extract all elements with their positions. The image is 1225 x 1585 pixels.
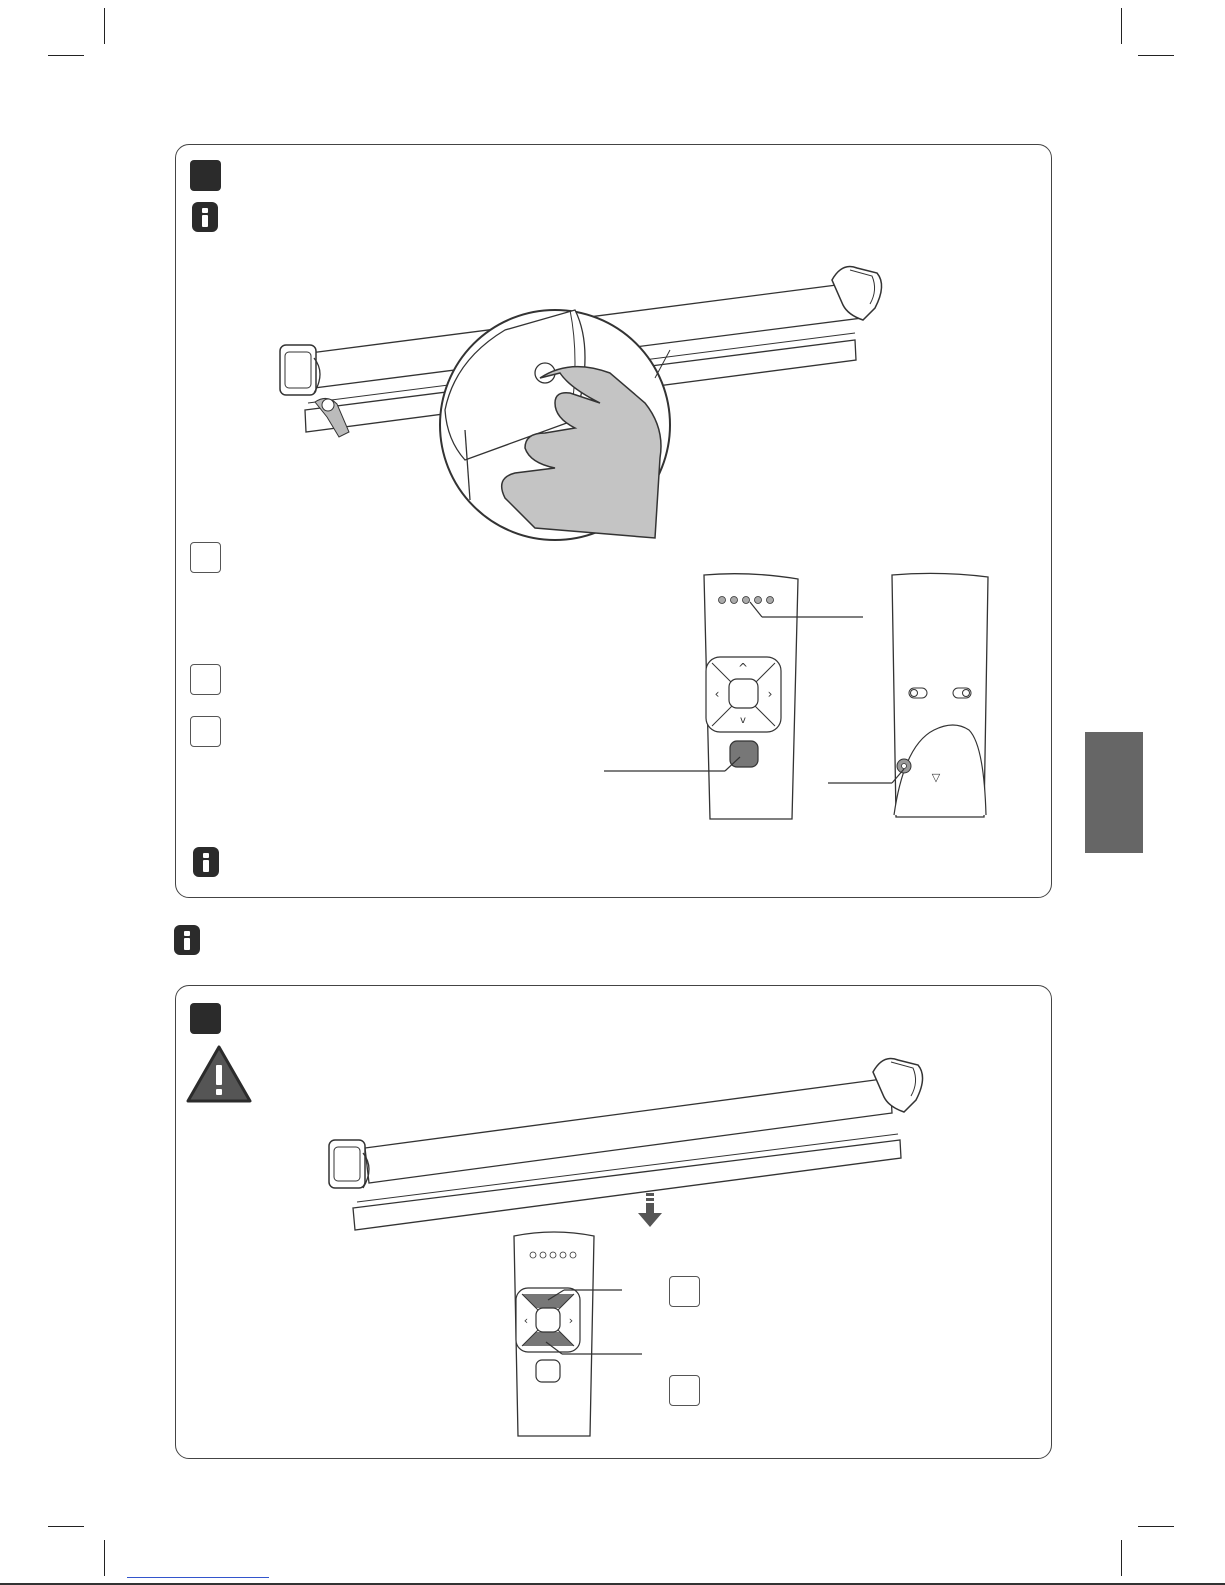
substep-checkbox-3 xyxy=(190,716,221,747)
page-bottom-rule xyxy=(0,1583,1225,1585)
svg-text:›: › xyxy=(767,687,773,701)
remote-control-back xyxy=(820,575,1010,825)
warning-triangle-icon xyxy=(186,1045,252,1103)
substep-checkbox-2 xyxy=(190,664,221,695)
crop-mark xyxy=(48,1526,84,1527)
substep-checkbox-1 xyxy=(669,1276,700,1307)
svg-text:‹: ‹ xyxy=(523,1314,529,1327)
svg-text:v: v xyxy=(740,715,746,726)
step-badge xyxy=(190,160,221,191)
crop-mark xyxy=(104,1540,105,1576)
chapter-side-tab xyxy=(1085,732,1143,853)
step-badge xyxy=(190,1003,221,1034)
roller-blind-with-zoom-hand xyxy=(270,260,890,530)
crop-mark xyxy=(104,8,105,44)
crop-mark xyxy=(1121,8,1122,44)
remote-control-front-2 xyxy=(510,1230,660,1440)
crop-mark xyxy=(1138,55,1174,56)
svg-text:▽: ▽ xyxy=(931,771,941,784)
substep-checkbox-1 xyxy=(190,542,221,573)
svg-text:^: ^ xyxy=(737,661,749,675)
remote-control-front xyxy=(600,575,820,825)
crop-mark xyxy=(1121,1540,1122,1576)
footer-link-underline[interactable] xyxy=(127,1577,269,1578)
svg-text:‹: ‹ xyxy=(714,687,720,701)
info-icon xyxy=(192,202,218,232)
note-info-icon xyxy=(174,925,200,955)
info-icon xyxy=(193,847,219,877)
svg-text:›: › xyxy=(568,1314,574,1327)
crop-mark xyxy=(48,55,84,56)
substep-checkbox-2 xyxy=(669,1375,700,1406)
down-arrow-icon xyxy=(635,1193,665,1229)
crop-mark xyxy=(1138,1526,1174,1527)
